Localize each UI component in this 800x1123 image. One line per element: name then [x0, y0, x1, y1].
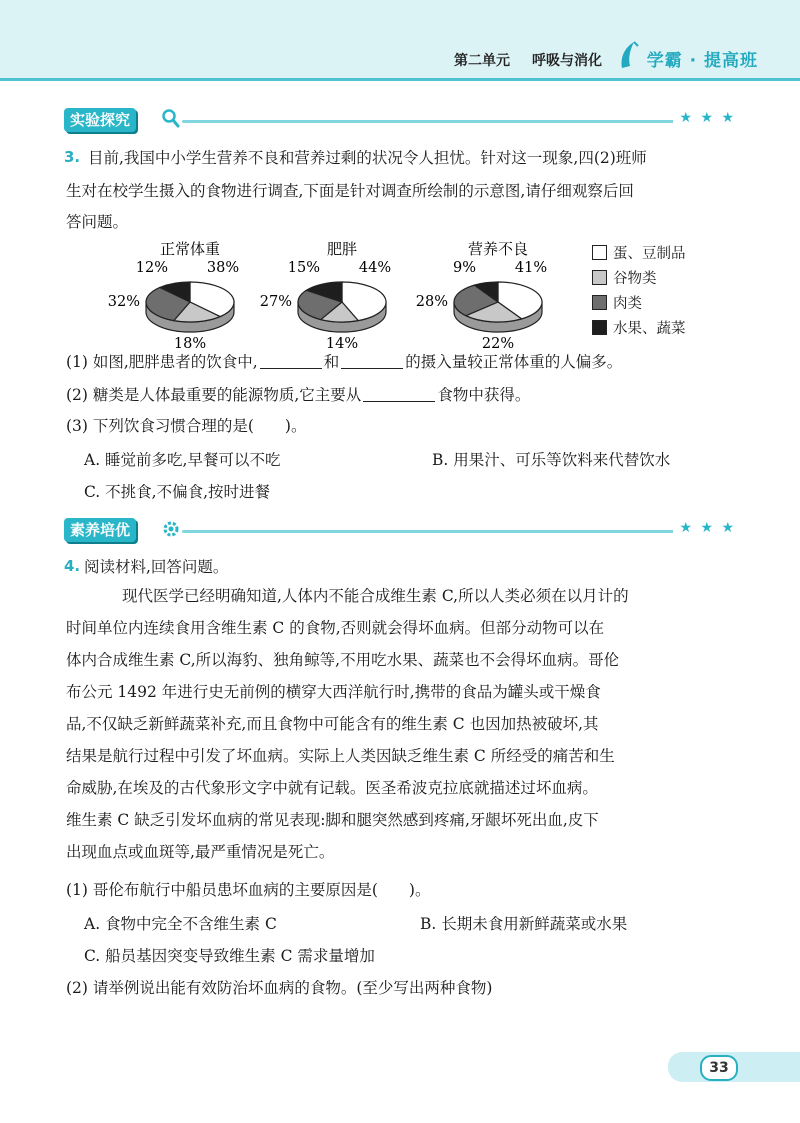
data-label: 27%: [259, 294, 292, 310]
data-label: 38%: [206, 260, 240, 276]
q4-stem: 阅读材料,回答问题。: [84, 558, 229, 576]
legend-swatch: [592, 320, 607, 335]
passage-line: 结果是航行过程中引发了坏血病。实际上人类因缺乏维生素 C 所经受的痛苦和生: [66, 747, 615, 765]
section-label: 素养培优: [64, 518, 136, 542]
brand-leaf-icon: [618, 40, 640, 70]
unit-label: 第二单元: [454, 53, 510, 69]
data-label: 18%: [173, 336, 207, 350]
legend-label: 水果、蔬菜: [613, 321, 686, 337]
topic-label: 呼吸与消化: [532, 53, 602, 69]
data-label: 44%: [358, 260, 392, 276]
difficulty-stars: ★ ★ ★: [673, 520, 736, 536]
option-c[interactable]: C. 船员基因突变导致维生素 C 需求量增加: [84, 947, 375, 965]
header-rule: [0, 78, 800, 81]
q3-sub1-text-c: 的摄入量较正常体重的人偏多。: [405, 353, 623, 371]
data-label: 15%: [287, 260, 320, 276]
brand-title: 学霸 · 提高班: [646, 51, 758, 71]
page-number: 33: [700, 1055, 738, 1081]
legend-swatch: [592, 295, 607, 310]
question-number: 4.: [64, 557, 81, 575]
option-b[interactable]: B. 长期未食用新鲜蔬菜或水果: [420, 915, 628, 933]
section-rule: [182, 530, 736, 533]
q3-sub2-text-b: 食物中获得。: [437, 386, 531, 404]
legend-item: [592, 242, 686, 263]
legend-swatch: [592, 245, 607, 260]
option-a[interactable]: A. 食物中完全不含维生素 C: [84, 915, 277, 933]
pie-title: 营养不良: [467, 240, 529, 258]
section-rule: [182, 120, 736, 123]
answer-blank[interactable]: [260, 354, 322, 369]
answer-blank[interactable]: [341, 354, 403, 369]
data-label: 9%: [452, 260, 476, 276]
q3-sub1-text-b: 和: [323, 353, 340, 371]
passage-line: 布公元 1492 年进行史无前例的横穿大西洋航行时,携带的食品为罐头或干燥食: [66, 683, 601, 701]
gear-icon: [162, 518, 182, 540]
q3-sub3: (3) 下列饮食习惯合理的是( )。: [66, 417, 307, 435]
section-experiment: [64, 108, 736, 134]
option-c[interactable]: C. 不挑食,不偏食,按时进餐: [84, 483, 271, 501]
section-literacy: [64, 518, 736, 544]
passage-line: 体内合成维生素 C,所以海豹、独角鲸等,不用吃水果、蔬菜也不会得坏血病。哥伦: [66, 651, 620, 669]
data-label: 41%: [514, 260, 548, 276]
pie-title: 肥胖: [326, 240, 358, 258]
difficulty-stars: ★ ★ ★: [673, 110, 736, 126]
legend-label: 蛋、豆制品: [613, 246, 686, 262]
q3-sub1-text-a: (1) 如图,肥胖患者的饮食中,: [66, 353, 258, 371]
q3-sub2: [66, 385, 530, 405]
pie-title: 正常体重: [159, 240, 221, 258]
passage-line: 出现血点或血斑等,最严重情况是死亡。: [66, 843, 335, 861]
legend-item: [592, 292, 642, 313]
pie-chart: [108, 240, 239, 350]
magnifier-icon: [162, 108, 180, 130]
legend-swatch: [592, 270, 607, 285]
legend-item: [592, 267, 657, 288]
data-label: 12%: [135, 260, 168, 276]
section-label: 实验探究: [64, 108, 136, 132]
legend-label: 肉类: [613, 296, 642, 312]
passage-line: 现代医学已经明确知道,人体内不能合成维生素 C,所以人类必须在以月计的: [122, 587, 629, 605]
answer-blank[interactable]: [363, 387, 435, 402]
pie-chart: [416, 240, 547, 350]
data-label: 22%: [481, 336, 515, 350]
q4-sub1: (1) 哥伦布航行中船员患坏血病的主要原因是( )。: [66, 881, 431, 899]
option-b[interactable]: B. 用果汁、可乐等饮料来代替饮水: [432, 451, 671, 469]
data-label: 32%: [107, 294, 140, 310]
passage-line: 命威胁,在埃及的古代象形文字中就有记载。医圣希波克拉底就描述过坏血病。: [66, 779, 598, 797]
diet-pie-charts: [80, 240, 800, 350]
legend-label: 谷物类: [613, 271, 657, 287]
q3-stem-line1: 目前,我国中小学生营养不良和营养过剩的状况令人担忧。针对这一现象,四(2)班师: [88, 149, 647, 167]
q3-stem-line3: 答问题。: [66, 213, 129, 231]
data-label: 28%: [415, 294, 448, 310]
q3-stem-line2: 生对在校学生摄入的食物进行调查,下面是针对调查所绘制的示意图,请仔细观察后回: [66, 182, 634, 200]
passage-line: 维生素 C 缺乏引发坏血病的常见表现:脚和腿突然感到疼痛,牙龈坏死出血,皮下: [66, 811, 599, 829]
data-label: 14%: [325, 336, 359, 350]
question-number: 3.: [64, 148, 81, 166]
q3-sub2-text-a: (2) 糖类是人体最重要的能源物质,它主要从: [66, 386, 362, 404]
pie-chart: [260, 240, 391, 350]
passage-line: 时间单位内连续食用含维生素 C 的食物,否则就会得坏血病。但部分动物可以在: [66, 619, 605, 637]
q3-sub1: [66, 352, 622, 372]
passage-line: 品,不仅缺乏新鲜蔬菜补充,而且食物中可能含有的维生素 C 也因加热被破坏,其: [66, 715, 599, 733]
legend-item: [592, 317, 686, 338]
option-a[interactable]: A. 睡觉前多吃,早餐可以不吃: [84, 451, 281, 469]
q4-sub2: (2) 请举例说出能有效防治坏血病的食物。(至少写出两种食物): [66, 979, 493, 997]
